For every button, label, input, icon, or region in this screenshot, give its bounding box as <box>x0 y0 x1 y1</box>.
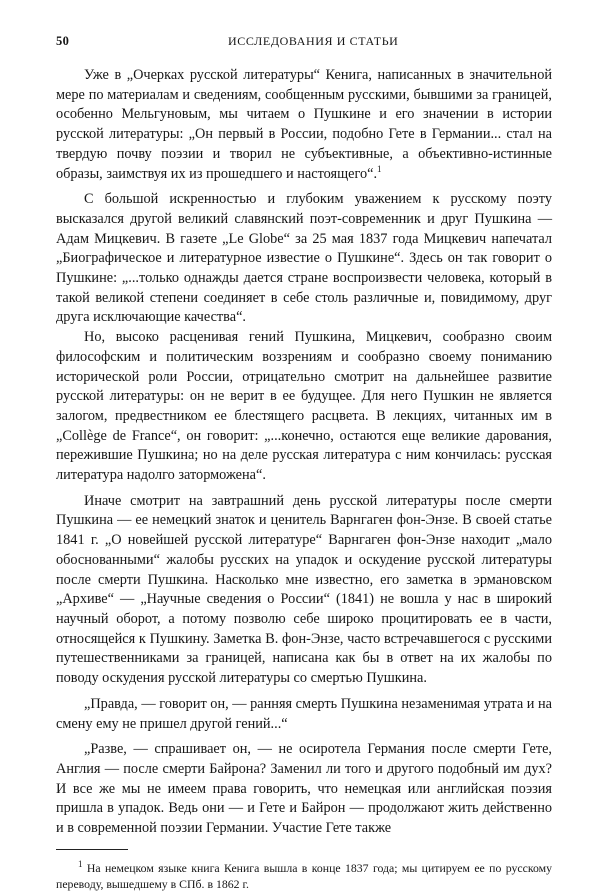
body-text <box>56 66 552 839</box>
running-head: ИССЛЕДОВАНИЯ И СТАТЬИ <box>228 34 399 48</box>
footnote <box>56 860 552 892</box>
paragraph-mickiewicz-view <box>56 328 552 486</box>
page-header <box>56 34 552 54</box>
paragraph-text: „Правда, — говорит он, — ранняя смерть Пушкина незаменимая утрата и на смену ему не пришел другой гений...“ <box>56 695 552 732</box>
paragraph-text: С большой искренностью и глубоким уважением к русскому поэту высказался другой великий славянский поэт-современник и друг Пушкина — Адам Мицкевич. В газете „Le Globe“ за 25 мая 1837 года Мицкевич напечатал „Биографическое и литературное известие о Пушкине“. Здесь он так говорит о Пушкине: „...только однажды дается стране воспроизвести человека, который в такой великой степени соединяет в себе столь различные и, повидимому, друг друга исключающие качества“. <box>56 191 552 326</box>
paragraph-mickiewicz <box>56 190 552 328</box>
paragraph-text: Уже в „Очерках русской литературы“ Кенига, написанных в значительной мере по материалам и сведениям, сообщенным русскими, бывшими за границей, особенно Мельгуновым, мы читаем о Пушкине и его значении в истории русской литературы: „Он первый в России, подобно Гете в Германии... стал на твердую почву поэзии и творил не субъективные, а объективно-истинные образы, заимствуя их из прошедшего и настоящего“. <box>56 67 552 182</box>
paragraph-text: „Разве, — спрашивает он, — не осиротела Германия после смерти Гете, Англия — после смерти Байрона? Заменил ли того и другого подобный им дух? И все же мы не имеем права говорить, что немецкая или английская поэзия пришла в упадок. Ведь они — и Гете и Байрон — продолжают жить действенно и в современной поэзии Германии. Участие Гете также <box>56 741 552 837</box>
paragraph-quote-germany <box>56 740 552 839</box>
footnote-reference: 1 <box>377 163 382 174</box>
paragraph-varnhagen <box>56 492 552 689</box>
page-number: 50 <box>56 34 70 48</box>
footnote-mark: 1 <box>78 858 83 869</box>
footnote-text: На немецком языке книга Кенига вышла в конце 1837 года; мы цитируем ее по русскому переводу, вышедшему в СПб. в 1862 г. <box>56 860 553 891</box>
book-page <box>56 34 552 892</box>
paragraph-text: Иначе смотрит на завтрашний день русской литературы после смерти Пушкина — ее немецкий знаток и ценитель Варнгаген фон-Энзе. В своей статье 1841 г. „О новейшей русской литературе“ Варнгаген фон-Энзе находит „мало обоснованными“ жалобы русских на упадок и оскудение русской литературы после смерти Пушкина. Насколько мне известно, его заметка в эрмановском „Архиве“ — „Научные сведения о России“ (1841) не вошла у нас в широкий научный оборот, а потому позволю себе широко процитировать ее в части, относящейся к Пушкину. Заметка В. фон-Энзе, часто встречавшегося с русскими путешественниками за границей, написана как бы в ответ на их жалобы по поводу оскудения русской литературы со смертью Пушкина. <box>56 492 552 687</box>
paragraph-text: Но, высоко расценивая гений Пушкина, Мицкевич, сообразно своим философским и политическим воззрениям и сообразно своему пониманию исторической роли России, отрицательно смотрит на дальнейшее развитие русской литературы: он не верит в ее будущее. Для него Пушкин не является залогом, предвестником ее блестящего расцвета. В лекциях, читанных им в „Collège de France“, он говорит: „...конечно, остаются еще великие дарования, пережившие Пушкина; но на деле русская литература с ним кончилась: русская литература надолго заторможена“. <box>56 329 552 484</box>
paragraph-koenig <box>56 66 552 184</box>
paragraph-quote-truth <box>56 695 552 734</box>
footnote-divider <box>56 849 128 850</box>
